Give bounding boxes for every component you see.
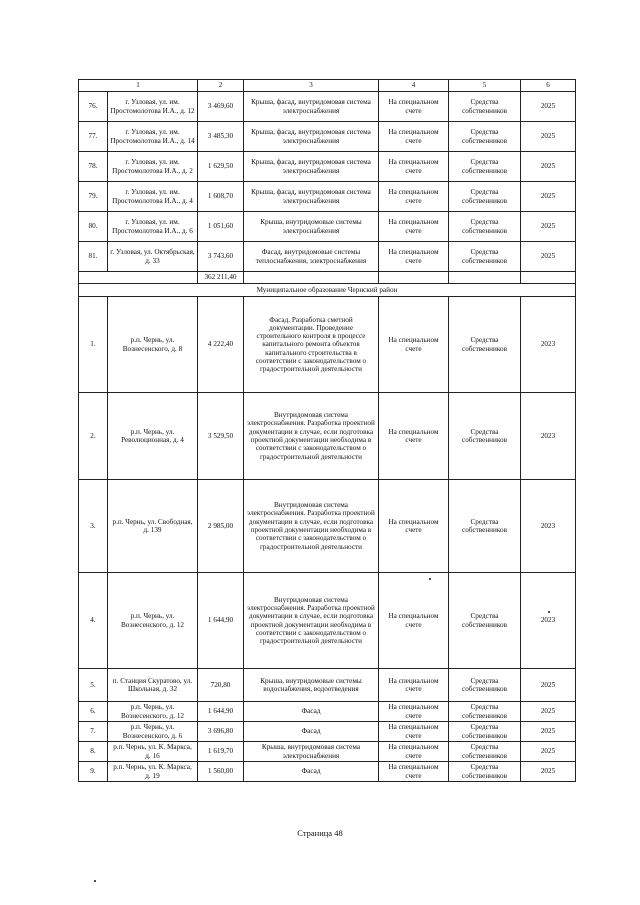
works-cell: Фасад: [244, 722, 379, 742]
row-number: 2.: [79, 393, 108, 480]
row-number: 3.: [79, 480, 108, 573]
fund-cell: На специальном счете: [379, 182, 449, 212]
address-cell: г. Узловая, ул. им. Простомолотова И.А., д. 12: [108, 92, 198, 122]
fund-cell: На специальном счете: [379, 242, 449, 272]
row-number: 81.: [79, 242, 108, 272]
source-cell: Средства собственников: [449, 297, 521, 393]
source-cell: Средства собственников: [449, 182, 521, 212]
row-number: 6.: [79, 702, 108, 722]
fund-cell: На специальном счете: [379, 122, 449, 152]
total-spacer: [244, 272, 379, 284]
area-cell: 1 629,50: [198, 152, 244, 182]
row-number: 7.: [79, 722, 108, 742]
fund-cell: На специальном счете: [379, 297, 449, 393]
works-cell: Фасад, внутридомовые системы теплоснабжения, электроснабжения: [244, 242, 379, 272]
scan-speck: [429, 578, 431, 580]
area-cell: 1 644,90: [198, 702, 244, 722]
address-cell: р.п. Чернь, ул. Свободная, д. 139: [108, 480, 198, 573]
year-cell: 2023: [521, 393, 576, 480]
works-cell: Фасад. Разработка сметной документации. Проведение строительного контроля в процессе капитального ремонта объектов капитального строительства в соответствии с законодательством о градостроительной деятельности: [244, 297, 379, 393]
year-cell: 2025: [521, 722, 576, 742]
address-cell: г. Узловая, ул. им. Простомолотова И.А., д. 6: [108, 212, 198, 242]
works-cell: Фасад: [244, 702, 379, 722]
table-row: [79, 742, 576, 762]
source-cell: Средства собственников: [449, 92, 521, 122]
table-row: [79, 722, 576, 742]
works-cell: Крыша, внутридомовая система электроснабжения: [244, 742, 379, 762]
row-number: 76.: [79, 92, 108, 122]
source-cell: Средства собственников: [449, 722, 521, 742]
scan-speck: [94, 880, 96, 882]
year-cell: 2025: [521, 92, 576, 122]
fund-cell: На специальном счете: [379, 702, 449, 722]
total-spacer: [79, 272, 198, 284]
area-cell: 1 560,00: [198, 762, 244, 782]
row-number: 79.: [79, 182, 108, 212]
works-cell: Крыша, фасад, внутридомовая система электроснабжения: [244, 122, 379, 152]
address-cell: р.п. Чернь, ул. Вознесенского, д. 12: [108, 702, 198, 722]
year-cell: 2025: [521, 742, 576, 762]
page-number: Страница 48: [297, 828, 343, 838]
area-cell: 3 469,60: [198, 92, 244, 122]
header-cell: 5: [449, 80, 521, 92]
section-title: Муниципальное образование Чернский район: [79, 284, 576, 297]
capital-repair-table: [78, 79, 576, 782]
source-cell: Средства собственников: [449, 480, 521, 573]
source-cell: Средства собственников: [449, 702, 521, 722]
table-row: [79, 212, 576, 242]
total-spacer: [379, 272, 449, 284]
area-cell: 4 222,40: [198, 297, 244, 393]
table-row: [79, 762, 576, 782]
works-cell: Крыша, фасад, внутридомовая система электроснабжения: [244, 92, 379, 122]
year-cell: 2023: [521, 573, 576, 669]
works-cell: Фасад: [244, 762, 379, 782]
address-cell: г. Узловая, ул. Октябрьская, д. 33: [108, 242, 198, 272]
area-cell: 1 608,70: [198, 182, 244, 212]
total-row: [79, 272, 576, 284]
fund-cell: На специальном счете: [379, 212, 449, 242]
row-number: 8.: [79, 742, 108, 762]
table-row: [79, 122, 576, 152]
source-cell: Средства собственников: [449, 393, 521, 480]
table-row: [79, 573, 576, 669]
source-cell: Средства собственников: [449, 152, 521, 182]
table-row: [79, 92, 576, 122]
area-cell: 3 743,60: [198, 242, 244, 272]
table-row: [79, 702, 576, 722]
year-cell: 2025: [521, 122, 576, 152]
fund-cell: На специальном счете: [379, 92, 449, 122]
area-cell: 1 644,90: [198, 573, 244, 669]
year-cell: 2025: [521, 669, 576, 702]
total-spacer: [449, 272, 521, 284]
works-cell: Внутридомовая система электроснабжения. Разработка проектной документации в случае, если подготовка проектной документации необходима в соответствии с законодательством о градостроительной деятельности: [244, 573, 379, 669]
year-cell: 2025: [521, 182, 576, 212]
area-cell: 3 529,50: [198, 393, 244, 480]
works-cell: Внутридомовая система электроснабжения. Разработка проектной документации в случае, если подготовка проектной документации необходима в соответствии с законодательством о градостроительной деятельности: [244, 393, 379, 480]
table-row: [79, 480, 576, 573]
fund-cell: На специальном счете: [379, 669, 449, 702]
area-cell: 2 985,00: [198, 480, 244, 573]
year-cell: 2023: [521, 480, 576, 573]
fund-cell: На специальном счете: [379, 722, 449, 742]
area-cell: 720,80: [198, 669, 244, 702]
table-row: [79, 182, 576, 212]
area-cell: 3 485,30: [198, 122, 244, 152]
address-cell: р.п. Чернь, ул. К. Маркса, д. 16: [108, 742, 198, 762]
header-cell: 2: [198, 80, 244, 92]
address-cell: г. Узловая, ул. им. Простомолотова И.А., д. 2: [108, 152, 198, 182]
total-spacer: [521, 272, 576, 284]
table-row: [79, 242, 576, 272]
section-row: [79, 284, 576, 297]
source-cell: Средства собственников: [449, 122, 521, 152]
address-cell: р.п. Чернь, ул. Вознесенского, д. 8: [108, 297, 198, 393]
header-cell: 6: [521, 80, 576, 92]
total-area-cell: 362 211,40: [198, 272, 244, 284]
address-cell: п. Станция Скуратово, ул. Школьная, д. 32: [108, 669, 198, 702]
year-cell: 2025: [521, 762, 576, 782]
table-row: [79, 393, 576, 480]
source-cell: Средства собственников: [449, 212, 521, 242]
works-cell: Крыша, фасад, внутридомовая система электроснабжения: [244, 182, 379, 212]
source-cell: Средства собственников: [449, 573, 521, 669]
table-row: [79, 152, 576, 182]
row-number: 78.: [79, 152, 108, 182]
year-cell: 2025: [521, 702, 576, 722]
area-cell: 3 696,80: [198, 722, 244, 742]
address-cell: р.п. Чернь, ул. Вознесенского, д. 12: [108, 573, 198, 669]
table-row: [79, 669, 576, 702]
works-cell: Крыша, внутридомовые системы электроснабжения: [244, 212, 379, 242]
header-cell: 4: [379, 80, 449, 92]
header-row: [79, 80, 576, 92]
row-number: 5.: [79, 669, 108, 702]
fund-cell: На специальном счете: [379, 152, 449, 182]
works-cell: Крыша, фасад, внутридомовая система электроснабжения: [244, 152, 379, 182]
row-number: 77.: [79, 122, 108, 152]
source-cell: Средства собственников: [449, 669, 521, 702]
source-cell: Средства собственников: [449, 242, 521, 272]
row-number: 9.: [79, 762, 108, 782]
address-cell: г. Узловая, ул. им. Простомолотова И.А., д. 14: [108, 122, 198, 152]
address-cell: г. Узловая, ул. им. Простомолотова И.А., д. 4: [108, 182, 198, 212]
source-cell: Средства собственников: [449, 742, 521, 762]
fund-cell: На специальном счете: [379, 393, 449, 480]
row-number: 4.: [79, 573, 108, 669]
fund-cell: На специальном счете: [379, 742, 449, 762]
works-cell: Внутридомовая система электроснабжения. Разработка проектной документации в случае, если подготовка проектной документации необходима в соответствии с законодательством о градостроительной деятельности: [244, 480, 379, 573]
year-cell: 2025: [521, 152, 576, 182]
fund-cell: На специальном счете: [379, 762, 449, 782]
year-cell: 2025: [521, 242, 576, 272]
address-cell: р.п. Чернь, ул. Вознесенского, д. 6: [108, 722, 198, 742]
table-row: [79, 297, 576, 393]
works-cell: Крыша, внутридомовые системы водоснабжения, водоотведения: [244, 669, 379, 702]
row-number: 80.: [79, 212, 108, 242]
address-cell: р.п. Чернь, ул. К. Маркса, д. 19: [108, 762, 198, 782]
address-cell: р.п. Чернь, ул. Революционная, д. 4: [108, 393, 198, 480]
scan-speck: [548, 611, 550, 613]
source-cell: Средства собственников: [449, 762, 521, 782]
header-cell: 3: [244, 80, 379, 92]
year-cell: 2025: [521, 212, 576, 242]
table-body: [79, 80, 576, 782]
row-number: 1.: [79, 297, 108, 393]
fund-cell: На специальном счете: [379, 480, 449, 573]
area-cell: 1 051,60: [198, 212, 244, 242]
header-cell: 1: [79, 80, 198, 92]
area-cell: 1 619,70: [198, 742, 244, 762]
fund-cell: На специальном счете: [379, 573, 449, 669]
year-cell: 2023: [521, 297, 576, 393]
